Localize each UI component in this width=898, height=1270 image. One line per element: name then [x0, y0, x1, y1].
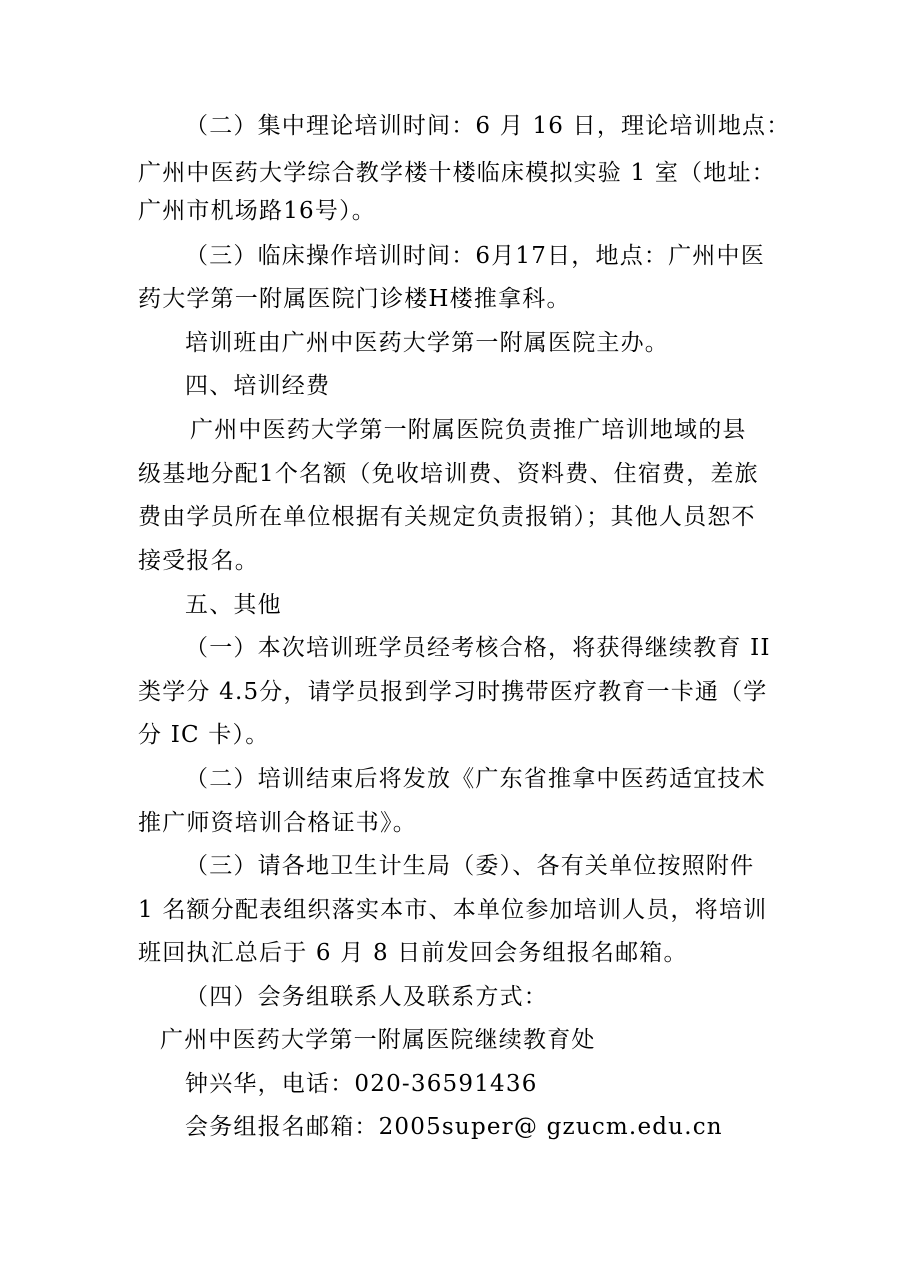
section-5-1-line-3: 分 IC 卡）。	[138, 722, 270, 748]
section-4-paragraph-line-4: 接受报名。	[138, 548, 259, 574]
organizer-paragraph: 培训班由广州中医药大学第一附属医院主办。	[185, 330, 669, 356]
contact-department: 广州中医药大学第一附属医院继续教育处	[160, 1027, 596, 1053]
section-4-paragraph-line-2: 级基地分配1个名额（免收培训费、资料费、住宿费，差旅	[138, 461, 759, 487]
section-2-2-theory-training-line-2: 广州中医药大学综合教学楼十楼临床模拟实验 1 室（地址：	[138, 160, 776, 186]
section-5-heading: 五、其他	[185, 592, 282, 618]
section-4-paragraph-line-1: 广州中医药大学第一附属医院负责推广培训地域的县	[190, 417, 747, 443]
contact-email: 会务组报名邮箱：2005super@ gzucm.edu.cn	[185, 1114, 723, 1140]
section-5-1-line-1: （一）本次培训班学员经考核合格，将获得继续教育 II	[185, 635, 771, 661]
section-5-2-line-2: 推广师资培训合格证书》。	[138, 810, 417, 836]
section-2-3-clinical-training-line-1: （三）临床操作培训时间：6月17日，地点：广州中医	[185, 243, 765, 269]
section-5-2-line-1: （二）培训结束后将发放《广东省推拿中医药适宜技术	[185, 766, 766, 792]
section-5-3-line-3: 班回执汇总后于 6 月 8 日前发回会务组报名邮箱。	[138, 940, 688, 966]
contact-person-phone: 钟兴华，电话：020-36591436	[185, 1071, 538, 1097]
section-5-1-line-2: 类学分 4.5分，请学员报到学习时携带医疗教育一卡通（学	[138, 679, 768, 705]
section-5-3-line-1: （三）请各地卫生计生局（委）、各有关单位按照附件	[185, 853, 755, 879]
section-5-4-heading: （四）会务组联系人及联系方式：	[185, 984, 548, 1010]
section-2-2-theory-training-line-1: （二）集中理论培训时间：6 月 16 日，理论培训地点：	[185, 113, 791, 139]
section-5-3-line-2: 1 名额分配表组织落实本市、本单位参加培训人员，将培训	[138, 897, 768, 923]
section-2-2-theory-training-line-3: 广州市机场路16号）。	[138, 198, 376, 224]
section-4-heading: 四、培训经费	[185, 373, 331, 399]
section-2-3-clinical-training-line-2: 药大学第一附属医院门诊楼H楼推拿科。	[138, 286, 571, 312]
section-4-paragraph-line-3: 费由学员所在单位根据有关规定负责报销）；其他人员恕不	[138, 504, 756, 530]
